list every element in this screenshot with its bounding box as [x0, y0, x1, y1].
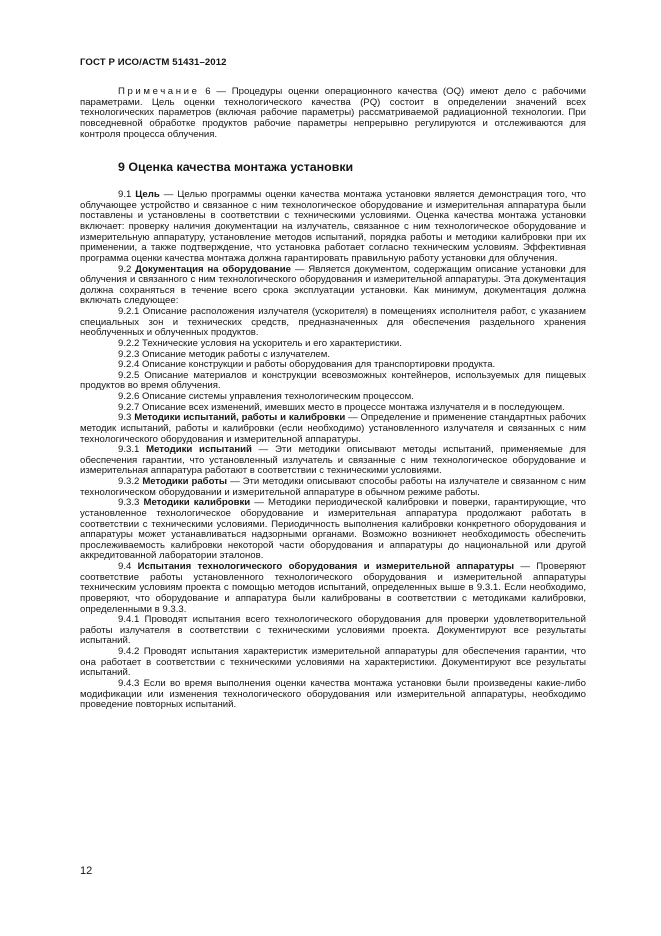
clause-9-4-1: 9.4.1 Проводят испытания всего технологического оборудования для проверки удовлетворительной работы излучателя в соответствии с техническими условиями проекта. Документируют все результаты испытаний. [80, 614, 586, 647]
clause-9-2-2: 9.2.2 Технические условия на ускоритель и его характеристики. [118, 337, 402, 349]
clause-9-3-1: 9.3.1 Методики испытаний — Эти методики описывают методы испытаний, применяемые для обеспечения гарантии, что установленный излучатель и связанные с ним технологическое оборудование и измерительная аппаратура работают в соответствии с техническими условиями. [80, 444, 586, 477]
clause-9-3-2-title: Методики работы [142, 476, 228, 487]
clause-9-3-title: Методики испытаний, работы и калибровки [134, 412, 346, 424]
clause-9-2-3: 9.2.3 Описание методик работы с излучателем. [118, 348, 331, 360]
clause-9-3-3-title: Методики калибровки [143, 497, 251, 509]
clause-9-1-title: Цель [135, 189, 160, 201]
clause-9-3: 9.3 Методики испытаний, работы и калибровки — Определение и применение стандартных рабочих методик испытаний, работы и калибровки (если необходимо) установленного излучателя и связанных с ним технологического оборудования и измерительной аппаратуры. [80, 412, 586, 445]
clause-9-2-title: Документация на оборудование [135, 263, 291, 275]
note-6 [80, 87, 586, 140]
document-header: ГОСТ Р ИСО/АСТМ 51431–2012 [80, 57, 227, 68]
clause-9-4: 9.4 Испытания технологического оборудования и измерительной аппаратуры — Проверяют соответствие работы установленного технологического оборудования и измерительной аппаратуры техническим условиям проекта с помощью методов испытаний, определенных выше в 9.3.1. Если необходимо, проверяют, что оборудование и аппаратура были калиброваны в соответствии с методиками калибровки, определенными в 9.3.3. [80, 561, 586, 615]
document-body [80, 87, 586, 711]
clause-9-2-7: 9.2.7 Описание всех изменений, имевших место в процессе монтажа излучателя и в последующем. [118, 401, 565, 413]
note-lead: Примечание [118, 86, 200, 97]
clause-9-2-5: 9.2.5 Описание материалов и конструкции всевозможных контейнеров, используемых для пищевых продуктов во время облучения. [80, 369, 586, 392]
clause-9-4-3: 9.4.3 Если во время выполнения оценки качества монтажа установки были произведены какие-либо модификации или изменения технологического оборудования или измерительной аппаратуры, необходимо проведение повторных испытаний. [80, 677, 586, 711]
clause-9-4-2: 9.4.2 Проводят испытания характеристик измерительной аппаратуры для обеспечения гарантии, что она работает в соответствии с техническими условиями на характеристики. Документируют все результаты испытаний. [80, 646, 586, 679]
note-text: 6 — Процедуры оценки операционного качества (OQ) имеют дело с рабочими параметрами. Цель оценки технологического качества (PQ) состоит в определении значений всех технологических параметров (включая рабочие параметры) рассматриваемой радиационной технологии. При повседневной обработке продуктов рабочие параметры непрерывно регулируются и отслеживаются для контроля процесса облучения. [80, 86, 586, 140]
clause-9-2: 9.2 Документация на оборудование — Является документом, содержащим описание установки для облучения и связанного с ним технологического оборудования и измерительной аппаратуры. Эта документация должна сохраняться в течение всего срока эксплуатации установки. Как минимум, документация должна включать следующее: [80, 263, 586, 307]
clause-9-2-4: 9.2.4 Описание конструкции и работы оборудования для транспортировки продукта. [118, 359, 496, 371]
clause-9-1: 9.1 Цель — Целью программы оценки качества монтажа установки является демонстрация того, что облучающее устройство и связанное с ним технологическое оборудование и измерительная аппаратура были поставлены и установлены в соответствии с техническими условиями. Оценка качества монтажа установки включает: проверку наличия документации на излучатель, связанное с ним технологическое оборудование и измерительную аппаратуру, установление методов испытаний, порядка работы и методики калибровки при их применении, а также подтверждение, что установка работает согласно техническим условиям. Эффективная программа оценки качества монтажа должна гарантировать правильную работу установки для облучения. [80, 189, 586, 264]
clause-9-3-2: 9.3.2 Методики работы — Эти методики описывают способы работы на излучателе и связанном с ним технологическом оборудовании и измерительной аппаратуре в обычном режиме работы. [80, 476, 586, 498]
clause-9-4-title: Испытания технологического оборудования и измерительной аппаратуры [137, 561, 515, 572]
clause-9-3-1-title: Методики испытаний [146, 444, 252, 456]
clause-9-2-6: 9.2.6 Описание системы управления технологическим процессом. [118, 391, 414, 402]
section-9-heading: 9 Оценка качества монтажа установки [118, 160, 354, 175]
clause-9-2-1: 9.2.1 Описание расположения излучателя (ускорителя) в помещениях исполнителя работ, с указанием специальных зон и технических средств, предназначенных для обеспечения раздельного хранения необлученных и облученных продуктов. [80, 306, 586, 339]
page-number: 12 [80, 865, 93, 877]
clause-9-3-3: 9.3.3 Методики калибровки — Методики периодической калибровки и поверки, гарантирующие, что установленное технологическое оборудование и измерительная аппаратура продолжают работать в соответствии с техническими условиями. Периодичность выполнения калибровки конкретного оборудования и аппаратуры может устанавливаться надзорными органами. Возможно возникнет необходимость обеспечить прослеживаемость калибровки некоторой части оборудования и аппаратуры до национальной или другой аккредитованной лаборатории эталонов. [80, 497, 586, 562]
